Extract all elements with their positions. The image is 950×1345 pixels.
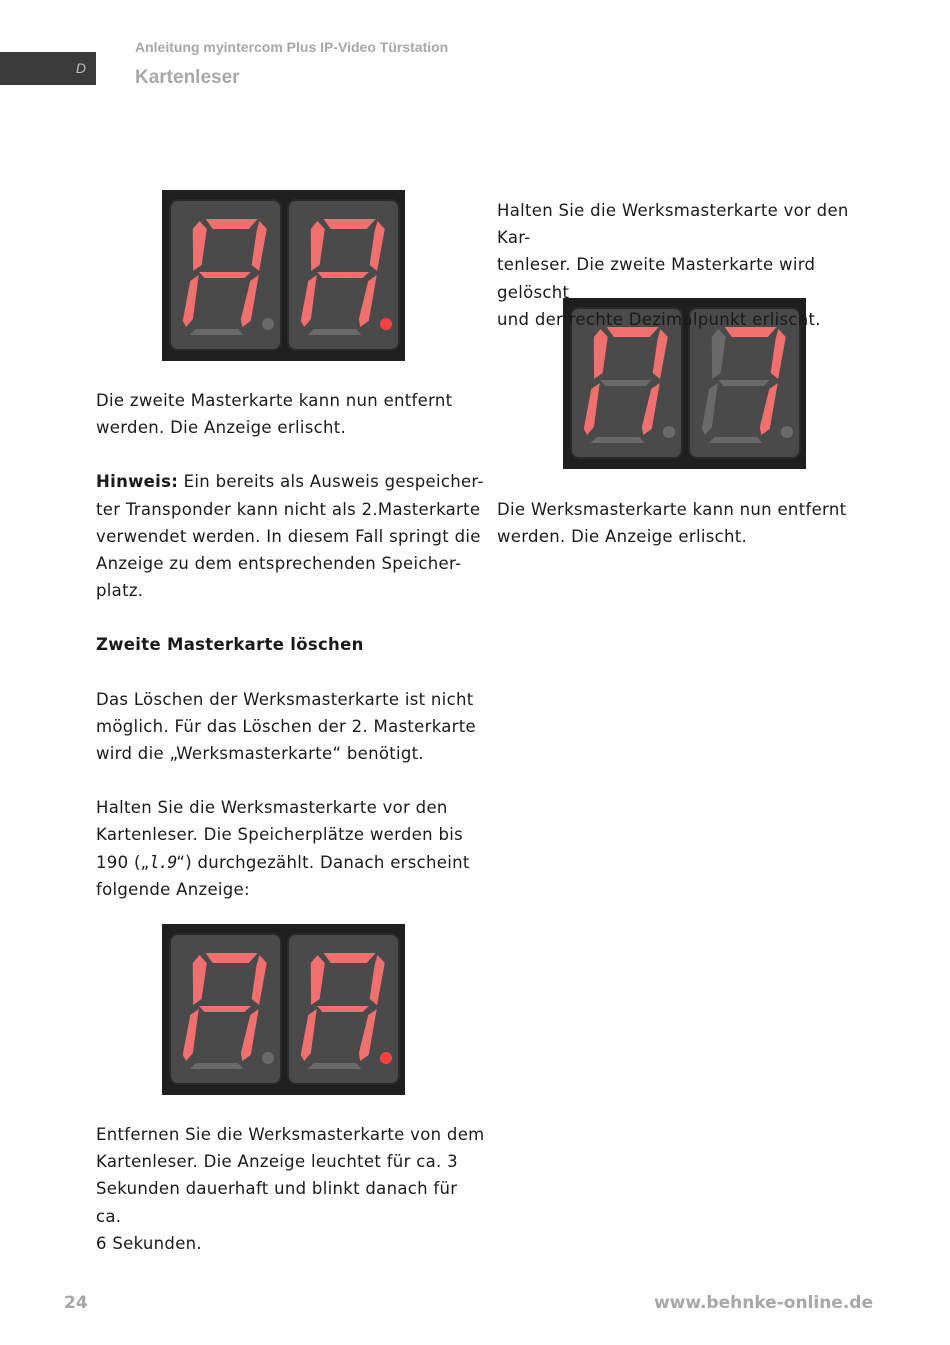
right-column [497, 197, 887, 333]
decimal-point [380, 1052, 392, 1064]
text-line: tenleser. Die zweite Masterkarte wird gelöscht [497, 255, 816, 302]
text-line: Halten Sie die Werksmasterkarte vor den Kar- [497, 201, 849, 248]
text-line: und der rechte Dezimalpunkt erlischt. [497, 309, 821, 329]
text-line: möglich. Für das Löschen der 2. Masterkarte [96, 716, 476, 736]
text-line: Ein bereits als Ausweis gespeicher- [178, 472, 484, 492]
text-line: 6 Sekunden. [96, 1233, 202, 1253]
segment-a [205, 953, 258, 963]
text-line: ter Transponder kann nicht als 2.Masterkarte [96, 499, 481, 519]
segment-a [323, 953, 376, 963]
segment-g [599, 380, 652, 386]
language-tab [0, 52, 96, 85]
segment-g [316, 272, 369, 278]
segment-g [316, 1006, 369, 1012]
text-line: verwendet werden. In diesem Fall springt die [96, 526, 481, 546]
text-line: Halten Sie die Werksmasterkarte vor den [96, 798, 448, 818]
seven-segment-display-1 [162, 190, 405, 361]
paragraph [96, 794, 486, 903]
document-title: Anleitung myintercom Plus IP-Video Türstation [135, 39, 449, 55]
text-line: werden. Die Anzeige erlischt. [497, 527, 748, 547]
left-column-bottom [96, 1121, 486, 1257]
paragraph [96, 686, 486, 768]
decimal-point [262, 318, 274, 330]
decimal-point [262, 1052, 274, 1064]
text-line: folgende Anzeige: [96, 879, 250, 899]
decimal-point [380, 318, 392, 330]
paragraph [96, 1121, 486, 1257]
text-line: Sekunden dauerhaft und blinkt danach für ca. [96, 1179, 458, 1226]
section-title: Kartenleser [135, 67, 240, 88]
decimal-point [663, 426, 675, 438]
segment-d [591, 437, 646, 443]
text-line: platz. [96, 581, 144, 601]
text-line: wird die „Werksmasterkarte“ benötigt. [96, 744, 424, 764]
segment-a [323, 219, 376, 229]
segment-g [198, 272, 251, 278]
decimal-point [781, 426, 793, 438]
note-paragraph [96, 468, 486, 604]
subheading [96, 631, 486, 658]
right-column-lower [497, 496, 887, 550]
text-line: werden. Die Anzeige erlischt. [96, 418, 347, 438]
subheading-text: Zweite Masterkarte löschen [96, 635, 364, 655]
left-column [96, 387, 486, 903]
text-line: Anzeige zu dem entsprechenden Speicher- [96, 554, 462, 574]
text-line: Die Werksmasterkarte kann nun entfernt [497, 500, 847, 519]
segment-d [308, 1063, 363, 1069]
text-line: Kartenleser. Die Speicherplätze werden bis [96, 825, 463, 845]
text-line: “) durchgezählt. Danach erscheint [176, 852, 470, 872]
note-label: Hinweis: [96, 472, 179, 492]
text-line: 190 („ [96, 852, 150, 872]
text-line: Die zweite Masterkarte kann nun entfernt [96, 391, 453, 410]
text-line: Entfernen Sie die Werksmasterkarte von dem [96, 1125, 485, 1144]
paragraph [497, 197, 887, 333]
segment-g [717, 380, 770, 386]
page-number: 24 [64, 1293, 88, 1313]
footer-url: www.behnke-online.de [653, 1293, 873, 1313]
segment-d [190, 1063, 245, 1069]
segment-d [709, 437, 764, 443]
seven-segment-display-3 [162, 924, 405, 1095]
paragraph [497, 496, 887, 550]
segment-d [190, 329, 245, 335]
segment-g [198, 1006, 251, 1012]
inline-display-digit: l.9 [149, 852, 177, 872]
paragraph [96, 387, 486, 441]
text-line: Das Löschen der Werksmasterkarte ist nicht [96, 689, 474, 709]
segment-d [308, 329, 363, 335]
segment-a [205, 219, 258, 229]
text-line: Kartenleser. Die Anzeige leuchtet für ca. 3 [96, 1152, 458, 1172]
language-label: D [75, 60, 86, 76]
